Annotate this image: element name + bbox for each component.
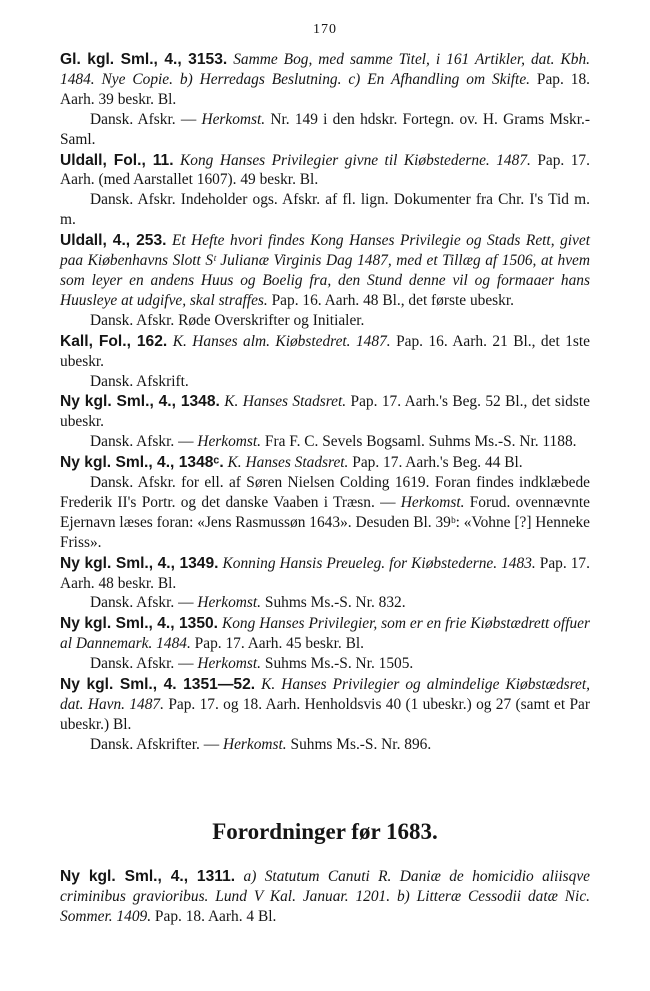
entry-notes-text: Dansk. Afskrift. xyxy=(90,372,189,390)
entry-notes-rest: Suhms Ms.-S. Nr. 832. xyxy=(264,594,406,612)
entry-heading: Ny kgl. Sml., 4., 1348ᶜ. xyxy=(60,454,224,472)
entry-notes-label: Herkomst. xyxy=(222,735,287,753)
entry-details: Pap. 17. og 18. Aarh. Henholdsvis 40 (1 ubeskr.) og 27 (samt et Par ubeskr.) Bl. xyxy=(60,696,590,733)
catalog-entry xyxy=(60,453,590,553)
entry-notes-label: Herkomst. xyxy=(201,110,266,128)
entry-description xyxy=(60,614,590,654)
entry-notes-text: Dansk. Afskrifter. — xyxy=(90,735,220,753)
catalog-entry xyxy=(60,151,590,231)
entry-title: Konning Hansis Preueleg. for Kiøbstederne. 1483. xyxy=(222,554,536,572)
entry-title: a) Statutum Canuti R. Daniæ de homicidio aliisqve criminibus gravioribus. Lund V Kal. Januar. 1201. b) Litteræ Cessodii datæ Nic. Sommer. 1409. xyxy=(60,867,590,925)
entry-notes-rest: Suhms Ms.-S. Nr. 896. xyxy=(290,735,432,753)
entry-notes xyxy=(60,593,590,613)
catalog-entry xyxy=(60,50,590,150)
entry-description xyxy=(60,151,590,191)
entry-heading: Kall, Fol., 162. xyxy=(60,332,168,350)
catalog-entry xyxy=(60,614,590,674)
entry-notes-text: Dansk. Afskr. for ell. af Søren Nielsen Colding 1619. Foran findes indklæbede Frederik II's Portr. og det danske Vaaben i Træsn. — xyxy=(60,474,590,511)
entry-title: Et Hefte hvori findes Kong Hanses Privilegie og Stads Rett, givet paa Kiøbenhavns Slott Sᵗ Julianæ Virginis Dag 1487, med et Tillæg af 1506, at hvem som leyer en andens Huus og Boelig fra, den Stund denne vil og formaaer hans Huusleye at udgifve, skal straffes. xyxy=(60,232,590,309)
entry-title: K. Hanses alm. Kiøbstedret. 1487. xyxy=(172,332,391,350)
entry-details: Pap. 16. Aarh. 48 Bl., det første ubeskr. xyxy=(271,291,514,309)
entry-description xyxy=(60,332,590,372)
entry-notes-label: Herkomst. xyxy=(197,594,262,612)
entry-notes xyxy=(60,372,590,392)
entry-details: Pap. 16. Aarh. 21 Bl., det 1ste ubeskr. xyxy=(60,332,590,370)
entry-description xyxy=(60,231,590,311)
entry-notes-label: Herkomst. xyxy=(197,433,262,451)
catalog-entry xyxy=(60,554,590,614)
entry-notes xyxy=(60,735,590,755)
entry-description xyxy=(60,50,590,110)
entry-heading: Ny kgl. Sml., 4., 1311. xyxy=(60,867,236,885)
entry-notes-label: Herkomst. xyxy=(400,493,465,511)
catalog-entry xyxy=(60,675,590,755)
page-content xyxy=(60,50,590,927)
entry-notes-rest: Nr. 149 i den hdskr. Fortegn. ov. H. Grams Mskr.-Saml. xyxy=(60,110,590,148)
entry-notes-text: Dansk. Afskr. Røde Overskrifter og Initialer. xyxy=(90,311,365,329)
entry-notes xyxy=(60,654,590,674)
entry-description xyxy=(60,867,590,927)
entry-description xyxy=(60,392,590,432)
entry-title: Samme Bog, med samme Titel, i 161 Artikler, dat. Kbh. 1484. Nye Copie. b) Herredags Beslutning. c) En Afhandling om Skifte. xyxy=(60,51,590,88)
entry-title: Kong Hanses Privilegier givne til Kiøbstederne. 1487. xyxy=(180,151,531,169)
catalog-entry xyxy=(60,867,590,927)
entry-title: Kong Hanses Privilegier, som er en frie Kiøbstædrett offuer al Dannemark. 1484. xyxy=(60,615,590,653)
entry-notes xyxy=(60,311,590,331)
entry-notes xyxy=(60,473,590,553)
entry-title: K. Hanses Privilegier og almindelige Kiøbstædsret, dat. Havn. 1487. xyxy=(60,676,590,713)
catalog-entry xyxy=(60,392,590,452)
entry-details: Pap. 17. Aarh.'s Beg. 44 Bl. xyxy=(352,454,523,472)
entry-notes xyxy=(60,432,590,452)
entry-heading: Ny kgl. Sml., 4., 1350. xyxy=(60,615,219,633)
entry-details: Pap. 17. Aarh. (med Aarstallet 1607). 49 beskr. Bl. xyxy=(60,151,590,189)
entry-description xyxy=(60,554,590,594)
entry-heading: Ny kgl. Sml., 4., 1349. xyxy=(60,554,219,572)
entry-details: Pap. 18. Aarh. 4 Bl. xyxy=(154,907,277,925)
entry-notes-text: Dansk. Afskr. — xyxy=(90,594,194,612)
entry-details: Pap. 17. Aarh.'s Beg. 52 Bl., det sidste ubeskr. xyxy=(60,393,590,431)
entry-title: K. Hanses Stadsret. xyxy=(227,454,349,472)
page-number: 170 xyxy=(313,22,337,37)
entry-title: K. Hanses Stadsret. xyxy=(224,393,347,411)
entry-heading: Uldall, 4., 253. xyxy=(60,232,167,250)
entry-heading: Ny kgl. Sml., 4. 1351—52. xyxy=(60,676,256,694)
catalog-entry xyxy=(60,332,590,392)
entry-description xyxy=(60,675,590,735)
catalog-entry xyxy=(60,231,590,331)
entry-heading: Uldall, Fol., 11. xyxy=(60,151,174,169)
entry-description xyxy=(60,453,590,473)
entry-notes-text: Dansk. Afskr. — xyxy=(90,655,194,673)
entry-details: Pap. 17. Aarh. 48 beskr. Bl. xyxy=(60,554,590,592)
entry-heading: Gl. kgl. Sml., 4., 3153. xyxy=(60,51,228,68)
section-title: Forordninger før 1683. xyxy=(212,818,438,844)
entry-notes-text: Dansk. Afskr. Indeholder ogs. Afskr. af fl. lign. Dokumenter fra Chr. I's Tid m. m. xyxy=(60,191,590,229)
entry-notes-rest: Suhms Ms.-S. Nr. 1505. xyxy=(264,655,414,673)
entry-notes xyxy=(60,110,590,150)
entry-notes-rest: Forud. ovennævnte Ejernavn læses foran: «Jens Rasmussøn 1643». Desuden Bl. 39ᵇ: «Vohne [?] Henneke Friss». xyxy=(60,493,590,551)
entry-notes xyxy=(60,190,590,230)
entry-notes-label: Herkomst. xyxy=(197,655,262,673)
entry-heading: Ny kgl. Sml., 4., 1348. xyxy=(60,393,220,411)
entry-details: Pap. 18. Aarh. 39 beskr. Bl. xyxy=(60,70,590,108)
entry-notes-text: Dansk. Afskr. — xyxy=(90,433,194,451)
entry-notes-text: Dansk. Afskr. — xyxy=(90,110,197,128)
entry-details: Pap. 17. Aarh. 45 beskr. Bl. xyxy=(194,635,364,653)
entry-notes-rest: Fra F. C. Sevels Bogsaml. Suhms Ms.-S. Nr. 1188. xyxy=(264,433,577,451)
